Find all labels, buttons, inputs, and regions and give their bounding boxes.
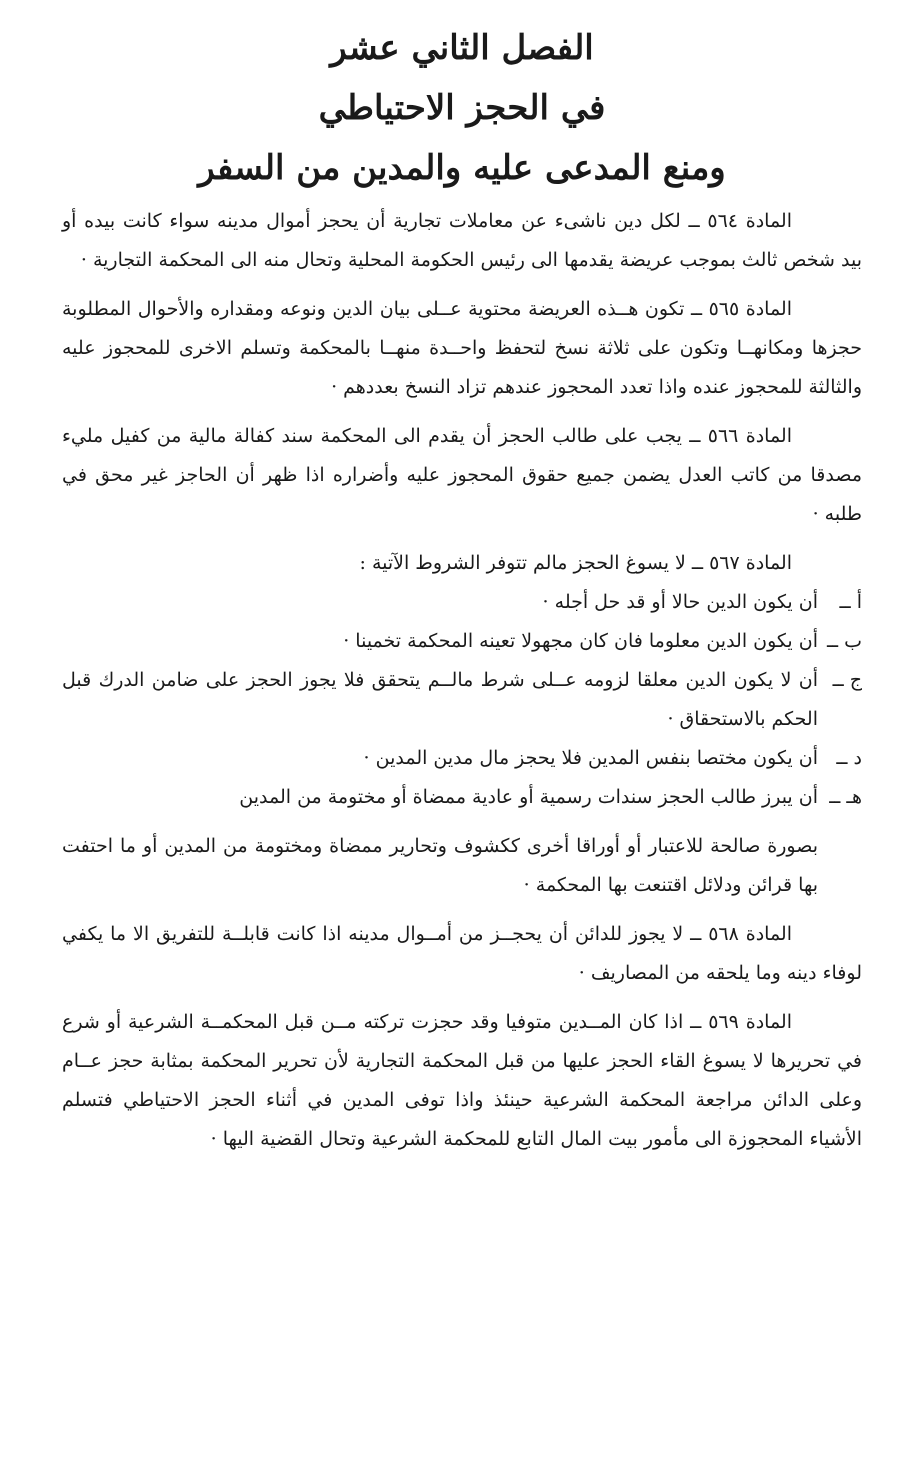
list-item-text: أن يكون مختصا بنفس المدين فلا يحجز مال مدين المدين ·: [363, 747, 818, 769]
article-567-conditions: [62, 583, 862, 817]
article-569: المادة ٥٦٩ ــ اذا كان المــدين متوفيا وقد حجزت تركته مــن قبل المحكمــة الشرعية أو شرع في تحريرها لا يسوغ القاء الحجز عليها من قبل المحكمة التجارية لأن تحرير المحكمة بمثابة حجز عــام وعلى الدائن مراجعة المحكمة الشرعية حينئذ واذا توفى المدين في أثناء الحجز الاحتياطي فتسلم الأشياء المحجوزة الى مأمور بيت المال التابع للمحكمة الشرعية وتحال القضية اليها ·: [62, 1011, 862, 1150]
list-item-text: أن يبرز طالب الحجز سندات رسمية أو عادية ممضاة أو مختومة من المدين: [239, 786, 818, 808]
list-item: [62, 622, 862, 661]
list-item-letter: ب ــ: [826, 630, 862, 652]
list-item: [62, 778, 862, 817]
article-568: المادة ٥٦٨ ــ لا يجوز للدائن أن يحجــز من أمــوال مدينه اذا كانت قابلــة للتفريق الا ما يكفي لوفاء دينه وما يلحقه من المصاريف ·: [62, 923, 862, 984]
article-567-continuation: بصورة صالحة للاعتبار أو أوراقا أخرى ككشوف وتحارير ممضاة ومختومة من المدين أو ما احتفت بها قرائن ودلائل اقتنعت بها المحكمة ·: [62, 835, 818, 896]
list-item-text: أن لا يكون الدين معلقا لزومه عــلى شرط مالــم يتحقق فلا يجوز الحجز على ضامن الدرك قبل الحكم بالاستحقاق ·: [62, 669, 818, 730]
list-item-letter: ج ــ: [832, 669, 862, 691]
chapter-title: الفصل الثاني عشر: [330, 28, 594, 68]
list-item-letter: هـ ــ: [829, 786, 862, 808]
article-565: المادة ٥٦٥ ــ تكون هــذه العريضة محتوية عــلى بيان الدين ونوعه ومقداره والأحوال المطلوبة حجزها ومكانهــا وتكون على ثلاثة نسخ لتحفظ واحــدة منهــا بالمحكمة وتسلم الاخرى للمحجوز عليه والثالثة للمحجوز عنده واذا تعدد المحجوز عندهم تزاد النسخ بعددهم ·: [62, 298, 862, 398]
article-566: المادة ٥٦٦ ــ يجب على طالب الحجز أن يقدم الى المحكمة سند كفالة مالية من كفيل مليء مصدقا من كاتب العدل يضمن جميع حقوق المحجوز عليه وأضراره اذا ظهر أن الحاجز غير محق في طلبه ·: [62, 425, 862, 525]
chapter-subtitle-2: ومنع المدعى عليه والمدين من السفر: [198, 148, 726, 188]
list-item-letter: أ ــ: [839, 591, 862, 613]
article-564: المادة ٥٦٤ ــ لكل دين ناشىء عن معاملات تجارية أن يحجز أموال مدينه سواء كانت بيده أو بيد شخص ثالث بموجب عريضة يقدمها الى رئيس الحكومة المحلية وتحال منه الى المحكمة التجارية ·: [62, 210, 862, 271]
document-page: [62, 18, 862, 1169]
list-item-letter: د ــ: [836, 747, 862, 769]
list-item-text: أن يكون الدين حالا أو قد حل أجله ·: [542, 591, 818, 613]
list-item: [62, 661, 862, 739]
list-item: [62, 739, 862, 778]
chapter-subtitle: في الحجز الاحتياطي: [318, 88, 606, 128]
list-item-text: أن يكون الدين معلوما فان كان مجهولا تعينه المحكمة تخمينا ·: [343, 630, 818, 652]
list-item: [62, 583, 862, 622]
article-567-intro: المادة ٥٦٧ ــ لا يسوغ الحجز مالم تتوفر الشروط الآتية :: [359, 552, 792, 574]
